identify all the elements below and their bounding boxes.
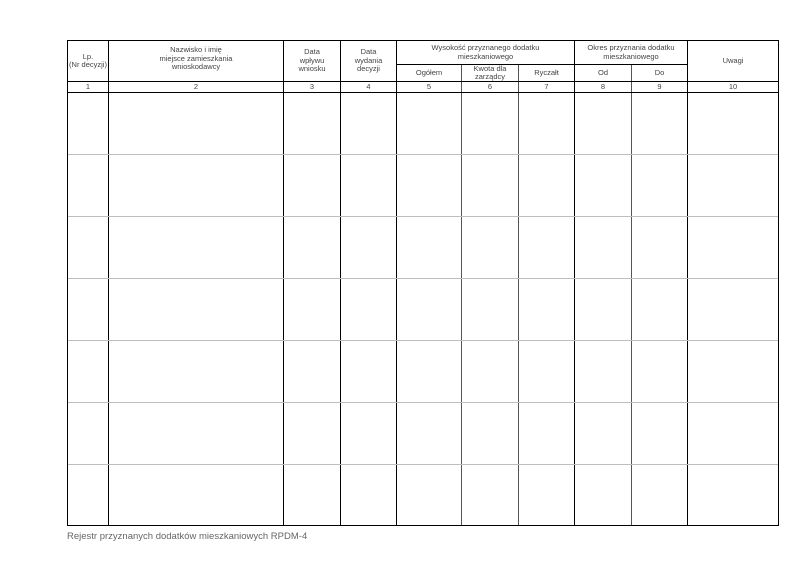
row-divider <box>68 278 778 279</box>
column-number: 3 <box>309 82 315 91</box>
header-amount-manager: Kwota dla zarządcy <box>473 63 507 81</box>
column-divider <box>687 41 688 525</box>
header-period-group: Okres przyznania dodatku mieszkaniowego <box>587 43 675 61</box>
row-divider <box>68 216 778 217</box>
column-number: 7 <box>544 82 549 91</box>
column-number: 2 <box>193 82 199 91</box>
column-number: 10 <box>728 82 738 91</box>
row-divider <box>68 402 778 403</box>
column-divider <box>518 64 519 525</box>
header-applicant: Nazwisko i imię miejsce zamieszkania wnioskodawcy <box>159 45 233 71</box>
column-number: 4 <box>366 82 371 91</box>
row-divider <box>68 464 778 465</box>
column-number: 9 <box>657 82 662 91</box>
column-divider <box>574 41 575 525</box>
column-divider <box>631 64 632 525</box>
column-number: 6 <box>487 82 493 91</box>
column-divider <box>340 41 341 525</box>
column-number: 8 <box>600 82 606 91</box>
column-divider <box>283 41 284 525</box>
header-amount-group: Wysokość przyznanego dodatku mieszkaniowego <box>431 43 540 61</box>
form-title: Rejestr przyznanych dodatków mieszkaniowych RPDM-4 <box>67 531 308 542</box>
header-period-from: Od <box>597 67 608 77</box>
header-period-to: Do <box>654 67 665 77</box>
header-date-issued: Data wydania decyzji <box>354 47 383 74</box>
column-divider <box>396 41 397 525</box>
header-date-received: Data wpływu wniosku <box>298 47 326 74</box>
header-amount-total: Ogółem <box>415 67 443 77</box>
row-divider <box>68 340 778 341</box>
header-remarks: Uwagi <box>722 55 744 65</box>
column-number: 5 <box>426 82 432 91</box>
row-divider <box>68 154 778 155</box>
numbers-bottom-line <box>68 92 778 93</box>
column-divider <box>461 64 462 525</box>
column-divider <box>108 41 109 525</box>
column-number: 1 <box>85 82 91 91</box>
header-amount-flat: Ryczałt <box>534 67 559 77</box>
register-table <box>67 40 779 526</box>
header-lp: Lp. (Nr decyzji) <box>69 51 107 69</box>
